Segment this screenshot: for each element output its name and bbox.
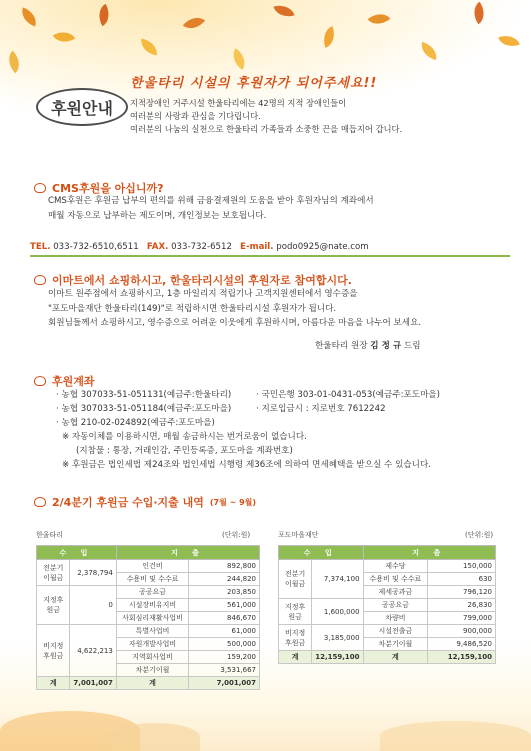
expense-label: 사회심리재활사업비 bbox=[116, 612, 188, 625]
expense-label: 공공요금 bbox=[116, 586, 188, 599]
right-table-caption: 포도마을재단 bbox=[278, 531, 319, 539]
expense-value: 799,000 bbox=[428, 612, 496, 625]
income-label: 지정후원금 bbox=[37, 586, 70, 625]
accounts-section-title bbox=[34, 373, 95, 389]
emart-section-title bbox=[34, 272, 352, 288]
right-finance-table bbox=[278, 545, 496, 664]
expense-label: 인건비 bbox=[116, 560, 188, 573]
expense-value: 61,000 bbox=[189, 625, 260, 638]
left-table-caption: 한울타리 bbox=[36, 531, 64, 539]
expense-value: 3,531,667 bbox=[189, 664, 260, 677]
note-line: ※ 자동이체를 이용하시면, 매월 송금하시는 번거로움이 없습니다. bbox=[62, 432, 307, 442]
income-header: 수 입 bbox=[37, 546, 117, 560]
income-value: 0 bbox=[70, 586, 116, 625]
expense-value: 630 bbox=[428, 573, 496, 586]
account-notes bbox=[62, 430, 431, 472]
left-finance-table bbox=[36, 545, 260, 690]
signature-suffix: 드림 bbox=[403, 341, 421, 351]
expense-total: 7,001,007 bbox=[189, 677, 260, 690]
income-value: 1,600,000 bbox=[312, 599, 363, 625]
intro-line: 여러분의 사랑과 관심을 기다립니다. bbox=[130, 111, 261, 121]
email-address[interactable]: podo0925@nate.com bbox=[276, 242, 369, 252]
expense-value: 900,000 bbox=[428, 625, 496, 638]
signature-name: 김 정 규 bbox=[370, 341, 402, 351]
expense-label: 차분기이월 bbox=[363, 638, 428, 651]
cms-description bbox=[48, 194, 374, 223]
income-label: 비지정후원금 bbox=[37, 625, 70, 677]
expense-label: 자원개발사업비 bbox=[116, 638, 188, 651]
tel-number: 033-732-6510,6511 bbox=[53, 242, 139, 252]
paragraph-line: "포도마을재단 한울타리(149)"로 적립하시면 한울타리시설 후원자가 됩니다. bbox=[48, 303, 337, 314]
expense-value: 159,200 bbox=[189, 651, 260, 664]
finance-section-title bbox=[34, 494, 256, 510]
paragraph-line: 회원님들께서 쇼핑하시고, 영수증으로 어려운 이웃에게 후원하시며, 아름다운 마음을 나누어 보세요. bbox=[48, 318, 422, 328]
income-total: 12,159,100 bbox=[312, 651, 363, 664]
income-value: 3,185,000 bbox=[312, 625, 363, 651]
expense-label: 시설전출금 bbox=[363, 625, 428, 638]
expense-total: 12,159,100 bbox=[428, 651, 496, 664]
expense-header: 지 출 bbox=[363, 546, 495, 560]
expense-header: 지 출 bbox=[116, 546, 259, 560]
note-line: (지참물 : 통장, 거래인감, 주민등록증, 포도마을 계좌번호) bbox=[76, 446, 293, 456]
heart-icon bbox=[34, 275, 46, 285]
expense-label: 시설장비유지비 bbox=[116, 599, 188, 612]
total-label: 계 bbox=[363, 651, 428, 664]
tel-label: TEL. bbox=[30, 242, 51, 252]
heart-icon bbox=[34, 497, 46, 507]
expense-label: 수용비 및 수수료 bbox=[363, 573, 428, 586]
income-header: 수 입 bbox=[279, 546, 364, 560]
section-title-text: 2/4분기 후원금 수입·지출 내역 bbox=[52, 496, 204, 509]
intro-line: 지적장애인 거주시설 한울타리에는 42명의 지적 장애인들이 bbox=[130, 98, 347, 108]
expense-value: 846,670 bbox=[189, 612, 260, 625]
expense-value: 561,000 bbox=[189, 599, 260, 612]
intro-text bbox=[130, 97, 525, 136]
expense-label: 차분기이월 bbox=[116, 664, 188, 677]
account-item: · 국민은행 303-01-0431-053(예금주:포도마을) bbox=[256, 390, 441, 400]
note-line: ※ 후원금은 법인세법 제24조와 법인세법 시행령 제36조에 의하여 면세혜택을 받으실 수 있습니다. bbox=[62, 460, 432, 470]
contact-info bbox=[30, 242, 510, 257]
fax-label: FAX. bbox=[146, 242, 169, 252]
expense-value: 26,830 bbox=[428, 599, 496, 612]
expense-value: 203,850 bbox=[189, 586, 260, 599]
income-label: 전분기이월금 bbox=[279, 560, 312, 599]
section-title-text: 이마트에서 쇼핑하시고, 한울타리시설의 후원자로 참여합시다. bbox=[52, 274, 352, 287]
expense-label: 수용비 및 수수료 bbox=[116, 573, 188, 586]
right-table-unit: (단위:원) bbox=[465, 531, 494, 539]
income-value: 7,374,100 bbox=[312, 560, 363, 599]
income-value: 2,378,794 bbox=[70, 560, 116, 586]
account-item: · 농협 210-02-024892(예금주:포도마을) bbox=[56, 418, 215, 428]
heart-icon bbox=[34, 183, 46, 193]
expense-label: 공공요금 bbox=[363, 599, 428, 612]
expense-label: 제수당 bbox=[363, 560, 428, 573]
account-item: · 농협 307033-51-051131(예금주:한울타리) bbox=[56, 390, 232, 400]
left-table-unit: (단위:원) bbox=[222, 531, 251, 539]
email-label: E-mail. bbox=[240, 242, 274, 252]
income-total: 7,001,007 bbox=[70, 677, 116, 690]
emart-description bbox=[48, 287, 421, 331]
income-label: 전분기이월금 bbox=[37, 560, 70, 586]
paragraph-line: 매월 자동으로 납부하는 제도이며, 개인정보는 보호됩니다. bbox=[48, 210, 267, 221]
intro-line: 여러분의 나눔의 실천으로 한울타리 가족들과 소중한 끈을 매듭지어 갑니다. bbox=[130, 124, 403, 134]
page-title: 후원안내 bbox=[36, 88, 128, 126]
paragraph-line: 이마트 원주점에서 쇼핑하시고, 1층 마일리지 적립기나 고객지원센터에서 영수증을 bbox=[48, 289, 358, 299]
signature-role: 한울타리 원장 bbox=[315, 341, 368, 351]
signature bbox=[315, 339, 421, 351]
expense-value: 150,000 bbox=[428, 560, 496, 573]
total-label: 계 bbox=[279, 651, 312, 664]
account-list-col1 bbox=[56, 388, 231, 430]
headline: 한울타리 시설의 후원자가 되어주세요!! bbox=[130, 76, 378, 91]
income-value: 4,622,213 bbox=[70, 625, 116, 677]
account-item: · 농협 307033-51-051184(예금주:포도마을) bbox=[56, 404, 232, 414]
total-label: 계 bbox=[37, 677, 70, 690]
total-label: 계 bbox=[116, 677, 188, 690]
expense-value: 892,800 bbox=[189, 560, 260, 573]
income-label: 지정후원금 bbox=[279, 599, 312, 625]
income-label: 비지정후원금 bbox=[279, 625, 312, 651]
finance-period: (7월 ~ 9월) bbox=[209, 497, 257, 507]
expense-value: 500,000 bbox=[189, 638, 260, 651]
expense-label: 제세공과금 bbox=[363, 586, 428, 599]
expense-label: 차량비 bbox=[363, 612, 428, 625]
paragraph-line: CMS후원은 후원금 납부의 편의를 위해 금융결제원의 도움을 받아 후원자님의 계좌에서 bbox=[48, 196, 374, 206]
expense-value: 9,486,520 bbox=[428, 638, 496, 651]
expense-value: 244,820 bbox=[189, 573, 260, 586]
expense-label: 특별사업비 bbox=[116, 625, 188, 638]
expense-label: 지역회사업비 bbox=[116, 651, 188, 664]
account-item: · 지로입금시 : 지로번호 7612242 bbox=[256, 404, 386, 414]
fax-number: 033-732-6512 bbox=[171, 242, 232, 252]
expense-value: 796,120 bbox=[428, 586, 496, 599]
heart-icon bbox=[34, 376, 46, 386]
section-title-text: 후원계좌 bbox=[52, 375, 95, 388]
account-list-col2 bbox=[256, 388, 440, 416]
section-title-text: CMS후원을 아십니까? bbox=[52, 182, 164, 195]
